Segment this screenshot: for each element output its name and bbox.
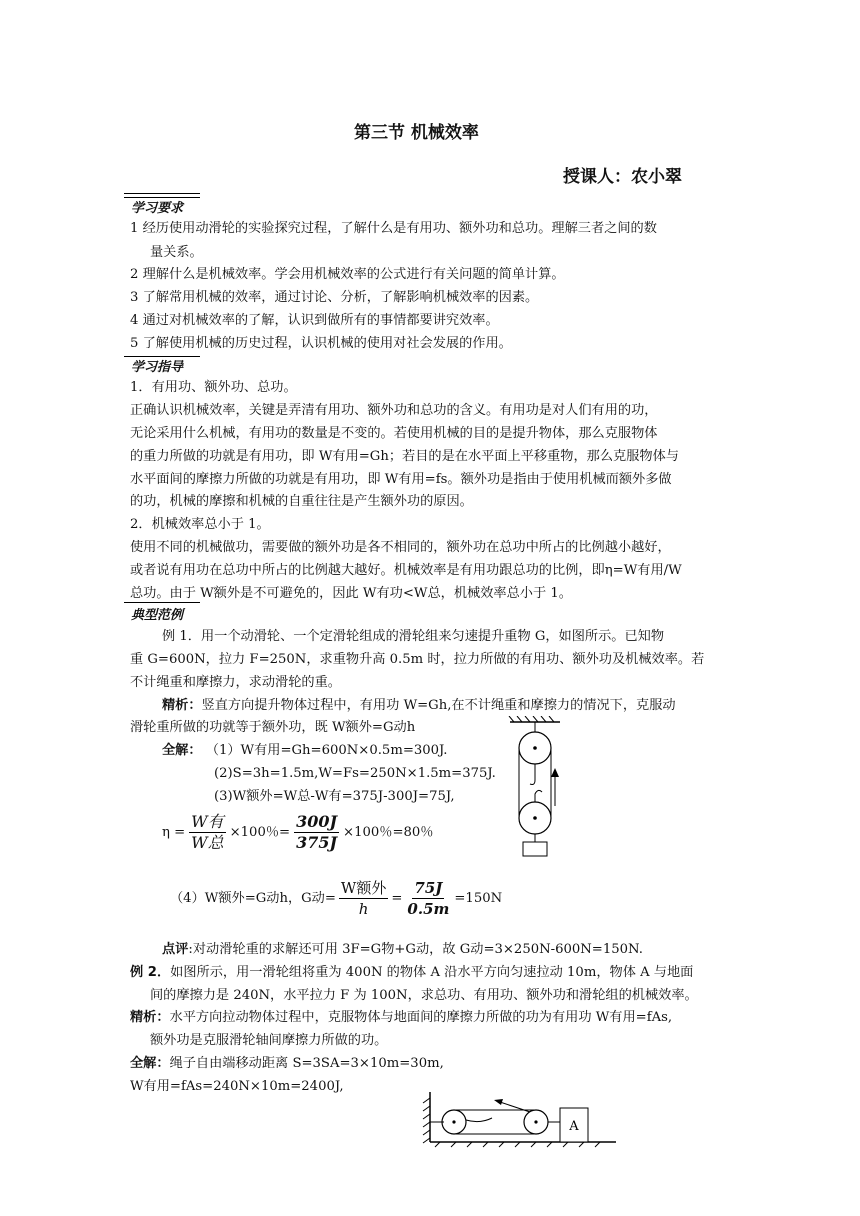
analysis-text: 水平方向拉动物体过程中，克服物体与地面间的摩擦力所做的功为有用功 W有用=fAs, xyxy=(169,1010,673,1025)
example2-analysis-line xyxy=(130,1008,672,1028)
section-heading-requirements: 学习要求 xyxy=(131,201,184,216)
guide-paragraph-line: 或者说有用功在总功中所占的比例越大越好。机械效率是有用功跟总功的比例，即η=W有用/W xyxy=(130,563,682,578)
guide-paragraph-line: 正确认识机械效率，关键是弄清有用功、额外功和总功的含义。有用功是对人们有用的功， xyxy=(130,403,658,418)
fraction-denominator: W总 xyxy=(191,833,224,852)
section-heading-examples: 典型范例 xyxy=(131,608,184,623)
block-a-label: A xyxy=(569,1119,579,1134)
formula-text: ×100％= xyxy=(229,824,291,840)
guide-paragraph-line: 的重力所做的功就是有用功，即 W有用=Gh；若目的是在水平面上平移重物，那么克服物体与 xyxy=(130,449,679,464)
requirement-item: 1 经历使用动滑轮的实验探究过程，了解什么是有用功、额外功和总功。理解三者之间的数 xyxy=(130,221,657,236)
example1-question-line: 不计绳重和摩擦力，求动滑轮的重。 xyxy=(130,675,341,690)
solution-step: （1）W有用=Gh=600N×0.5m=300J. xyxy=(205,743,448,758)
example2-label: 例 2． xyxy=(130,965,171,980)
solution-step: (2)S=3h=1.5m,W=Fs=250N×1.5m=375J. xyxy=(214,766,496,781)
guide-heading: 2．机械效率总小于 1。 xyxy=(130,517,270,532)
formula-text: ×100％=80％ xyxy=(343,824,434,840)
fraction-numerator: 300J xyxy=(296,812,338,831)
example2-solution-line: W有用=fAs=240N×10m=2400J, xyxy=(130,1079,344,1094)
example2-question-line: 间的摩擦力是 240N，水平拉力 F 为 100N，求总功、有用功、额外功和滑轮组的机械效率。 xyxy=(150,988,698,1003)
example2-solution-line xyxy=(130,1054,444,1074)
fraction-denominator: 375J xyxy=(296,833,338,852)
example1-analysis-line: 滑轮重所做的功就等于额外功，既 W额外=G动h xyxy=(130,720,416,735)
example2-analysis-line: 额外功是克服滑轮轴间摩擦力所做的功。 xyxy=(150,1033,388,1048)
dynamic-pulley-formula xyxy=(170,878,502,919)
guide-paragraph-line: 水平面间的摩擦力所做的功就是有用功，即 W有用=fs。额外功是指由于使用机械而额外多做 xyxy=(130,472,672,487)
guide-heading: 1．有用功、额外功、总功。 xyxy=(130,380,297,395)
guide-paragraph-line: 总功。由于 W额外是不可避免的，因此 W有功<W总，机械效率总小于 1。 xyxy=(130,586,572,601)
formula-text: （4）W额外=G动h，G动= xyxy=(170,890,336,906)
fraction-values xyxy=(294,812,339,853)
example1-comment xyxy=(162,940,643,960)
requirement-item: 4 通过对机械效率的了解，认识到做所有的事情都要讲究效率。 xyxy=(130,313,499,328)
solution-step: 绳子自由端移动距离 S=3SA=3×10m=30m, xyxy=(169,1056,444,1071)
fraction-numerator: 75J xyxy=(414,879,443,897)
analysis-label: 精析： xyxy=(130,1010,170,1025)
author-line: 授课人：农小翠 xyxy=(563,167,682,187)
eta-symbol: η = xyxy=(162,824,186,840)
fraction-values xyxy=(405,878,451,919)
guide-paragraph-line: 无论采用什么机械，有用功的数量是不变的。若使用机械的目的是提升物体，那么克服物体 xyxy=(130,426,658,441)
efficiency-formula xyxy=(162,812,433,853)
pulley-diagram-vertical xyxy=(500,716,570,858)
analysis-text: 竖直方向提升物体过程中，有用功 W=Gh,在不计绳重和摩擦力的情况下，克服动 xyxy=(201,698,676,713)
analysis-label: 精析： xyxy=(162,698,202,713)
section-heading-guide: 学习指导 xyxy=(131,360,184,375)
solution-label: 全解： xyxy=(130,1056,170,1071)
fraction-numerator: W有 xyxy=(191,812,224,831)
section-rule xyxy=(124,602,200,603)
example1-question-line: 重 G=600N，拉力 F=250N，求重物升高 0.5m 时，拉力所做的有用功、额外功及机械效率。若 xyxy=(130,652,705,667)
comment-label: 点评 xyxy=(162,942,189,957)
fraction-numerator: W额外 xyxy=(340,879,387,897)
requirement-item: 2 理解什么是机械效率。学会用机械效率的公式进行有关问题的简单计算。 xyxy=(130,267,565,282)
example1-question-line: 例 1．用一个动滑轮、一个定滑轮组成的滑轮组来匀速提升重物 G，如图所示。已知物 xyxy=(162,629,665,644)
formula-text: =150N xyxy=(454,890,503,906)
guide-paragraph-line: 使用不同的机械做功，需要做的额外功是各不相同的，额外功在总功中所占的比例越小越好， xyxy=(130,540,671,555)
section-rule xyxy=(124,193,200,194)
guide-paragraph-line: 的功，机械的摩擦和机械的自重往往是产生额外功的原因。 xyxy=(130,494,473,509)
fraction-extra-h xyxy=(339,878,388,919)
example2-question-line xyxy=(130,963,693,983)
example1-analysis-line xyxy=(162,696,676,716)
fraction-useful-total xyxy=(189,812,225,853)
solution-step: (3)W额外=W总-W有=375J-300J=75J, xyxy=(214,789,455,804)
fraction-denominator: 0.5m xyxy=(407,900,450,918)
formula-text: = xyxy=(391,890,403,906)
fraction-denominator: h xyxy=(358,900,369,918)
example1-solution-line xyxy=(162,741,448,761)
requirement-item: 5 了解使用机械的历史过程，认识机械的使用对社会发展的作用。 xyxy=(130,336,512,351)
example2-text: 如图所示，用一滑轮组将重为 400N 的物体 A 沿水平方向匀速拉动 10m，物体 A 与地面 xyxy=(170,965,694,980)
page-title: 第三节 机械效率 xyxy=(354,123,479,143)
requirement-item: 3 了解常用机械的效率，通过讨论、分析，了解影响机械效率的因素。 xyxy=(130,290,539,305)
comment-text: :对动滑轮重的求解还可用 3F=G物+G动，故 G动=3×250N-600N=150N. xyxy=(188,942,643,957)
solution-label: 全解： xyxy=(162,743,202,758)
pulley-diagram-horizontal xyxy=(420,1090,620,1148)
requirement-item: 量关系。 xyxy=(150,245,203,260)
